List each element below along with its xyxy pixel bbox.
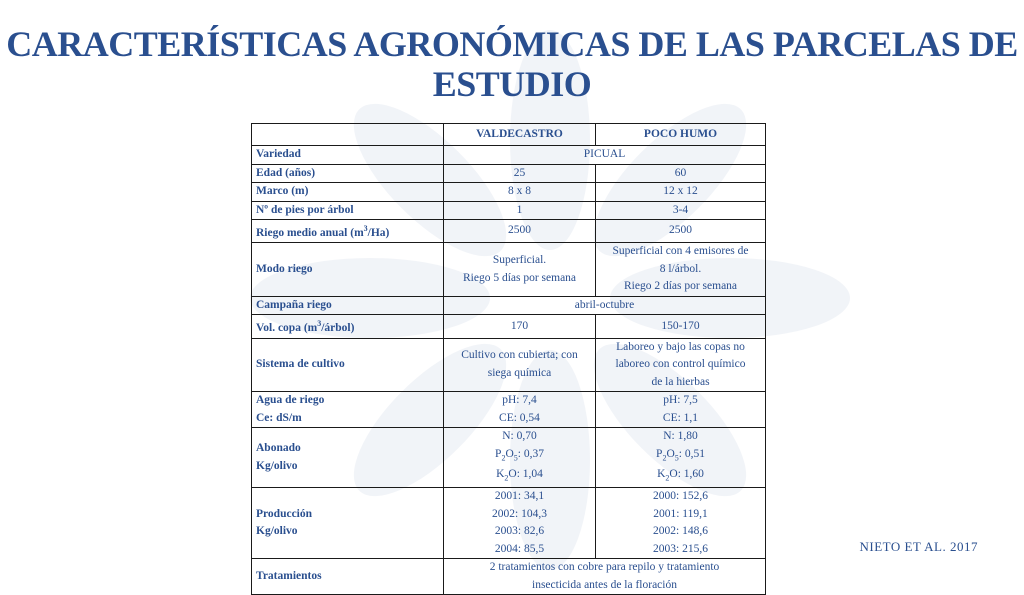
row-label: Sistema de cultivo bbox=[252, 338, 444, 392]
row-value: PICUAL bbox=[444, 146, 766, 165]
row-label: Variedad bbox=[252, 146, 444, 165]
valdecastro-value: 8 x 8 bbox=[444, 183, 596, 202]
table-row-modo-riego bbox=[252, 243, 766, 297]
row-value: abril-octubre bbox=[444, 296, 766, 315]
table-row-vol-copa bbox=[252, 315, 766, 338]
table-row-agua bbox=[252, 392, 766, 428]
table-row-produccion bbox=[252, 488, 766, 559]
valdecastro-value: N: 0,70 $P_2O_5$: 0,37 $K_2O$: 1,04 bbox=[444, 428, 596, 488]
table-row-variedad bbox=[252, 146, 766, 165]
valdecastro-value: 2500 bbox=[444, 220, 596, 243]
valdecastro-value: 25 bbox=[444, 164, 596, 183]
valdecastro-value: 170 bbox=[444, 315, 596, 338]
table-row-edad bbox=[252, 164, 766, 183]
table-row-sistema bbox=[252, 338, 766, 392]
row-label: Agua de riego Ce: dS/m bbox=[252, 392, 444, 428]
row-label: Edad (años) bbox=[252, 164, 444, 183]
poco-humo-value: Laboreo y bajo las copas no laboreo con control químico de la hierbas bbox=[596, 338, 766, 392]
table-header-row bbox=[252, 124, 766, 146]
table-row-tratamientos bbox=[252, 559, 766, 595]
row-label: Tratamientos bbox=[252, 559, 444, 595]
row-label: Abonado Kg/olivo bbox=[252, 428, 444, 488]
table-row-pies bbox=[252, 201, 766, 220]
row-label: Producción Kg/olivo bbox=[252, 488, 444, 559]
poco-humo-value: 2500 bbox=[596, 220, 766, 243]
poco-humo-value: pH: 7,5 CE: 1,1 bbox=[596, 392, 766, 428]
poco-humo-value: 2000: 152,6 2001: 119,1 2002: 148,6 2003: 215,6 bbox=[596, 488, 766, 559]
poco-humo-value: 3-4 bbox=[596, 201, 766, 220]
row-label: Vol. copa $(m^3/árbol)$ bbox=[252, 315, 444, 338]
poco-humo-value: 12 x 12 bbox=[596, 183, 766, 202]
page-title bbox=[0, 24, 1024, 104]
header-poco-humo: POCO HUMO bbox=[596, 124, 766, 146]
row-label: Marco (m) bbox=[252, 183, 444, 202]
valdecastro-value: Superficial. Riego 5 días por semana bbox=[444, 243, 596, 297]
valdecastro-value: Cultivo con cubierta; con siega química bbox=[444, 338, 596, 392]
valdecastro-value: pH: 7,4 CE: 0,54 bbox=[444, 392, 596, 428]
valdecastro-value: 2001: 34,1 2002: 104,3 2003: 82,6 2004: 85,5 bbox=[444, 488, 596, 559]
title-line-1: CARACTERÍSTICAS AGRONÓMICAS DE LAS PARCELAS DE bbox=[6, 24, 1018, 64]
title-line-2: ESTUDIO bbox=[432, 64, 592, 104]
row-label: Modo riego bbox=[252, 243, 444, 297]
row-label: Riego medio anual $(m^3/Ha)$ bbox=[252, 220, 444, 243]
valdecastro-value: 1 bbox=[444, 201, 596, 220]
poco-humo-value: Superficial con 4 emisores de 8 l/árbol. Riego 2 días por semana bbox=[596, 243, 766, 297]
poco-humo-value: 60 bbox=[596, 164, 766, 183]
poco-humo-value: N: 1,80 $P_2O_5$: 0,51 $K_2O$: 1,60 bbox=[596, 428, 766, 488]
poco-humo-value: 150-170 bbox=[596, 315, 766, 338]
table-row-abonado bbox=[252, 428, 766, 488]
header-blank-cell bbox=[252, 124, 444, 146]
citation: NIETO ET AL. 2017 bbox=[859, 539, 978, 554]
table-row-marco bbox=[252, 183, 766, 202]
table-row-campana bbox=[252, 296, 766, 315]
row-label: Campaña riego bbox=[252, 296, 444, 315]
row-value: 2 tratamientos con cobre para repilo y tratamiento insecticida antes de la floración bbox=[444, 559, 766, 595]
header-valdecastro: VALDECASTRO bbox=[444, 124, 596, 146]
agronomic-characteristics-table bbox=[251, 123, 766, 595]
row-label: Nº de pies por árbol bbox=[252, 201, 444, 220]
table-row-riego-medio bbox=[252, 220, 766, 243]
